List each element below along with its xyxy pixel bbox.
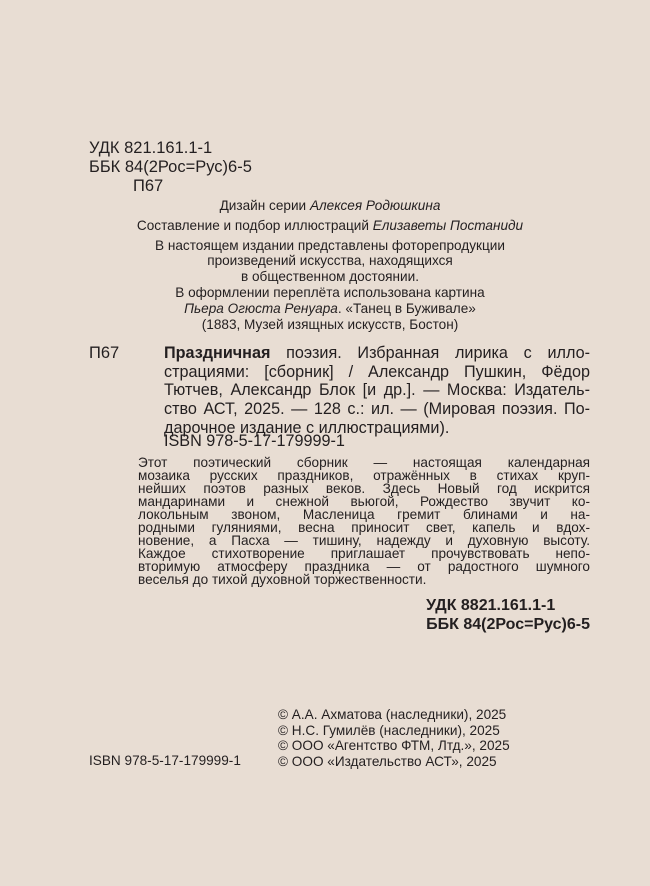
copyright-line: © А.А. Ахматова (наследники), 2025 <box>278 707 507 722</box>
biblio-author-mark: П67 <box>89 344 120 362</box>
annotation-line: Этот поэтический сборник — настоящая календарная <box>138 455 590 470</box>
copyright-line: © ООО «Издательство АСТ», 2025 <box>278 753 497 769</box>
bbk-code: ББК 84(2Рос=Рус)6-5 <box>89 158 252 176</box>
bottom-classification-block <box>426 596 590 634</box>
notice-line: В оформлении переплёта использована картина <box>175 284 485 300</box>
annotation-line: веселья до тихой духовной торжественности. <box>138 572 427 587</box>
painting-artist: Пьера Огюста Ренуара <box>184 300 338 316</box>
notice-line: В настоящем издании представлены фоторепродукции <box>155 237 505 253</box>
compilation-name: Елизаветы Постаниди <box>372 217 524 233</box>
credits-block <box>60 198 600 332</box>
biblio-line-text: поэзия. Избранная лирика с илло- <box>270 344 590 362</box>
annotation-line: мандаринами и снежной вьюгой, Рождество звучит ко- <box>138 494 590 509</box>
biblio-isbn: ISBN 978-5-17-179999-1 <box>164 432 345 450</box>
painting-title: . «Танец в Буживале» <box>337 300 476 316</box>
compilation-label: Составление и подбор иллюстраций <box>136 217 373 233</box>
bibliographic-record <box>164 344 590 438</box>
compilation-line <box>60 218 600 234</box>
biblio-title-word: Праздничная <box>164 344 271 362</box>
series-design-name: Алексея Родюшкина <box>309 198 441 213</box>
biblio-line: страциями: [сборник] / Александр Пушкин, Фёдор <box>164 362 590 381</box>
painting-source: (1883, Музей изящных искусств, Бостон) <box>201 316 459 332</box>
bottom-isbn: ISBN 978-5-17-179999-1 <box>89 753 241 768</box>
annotation-line: Каждое стихотворение приглашает прочувствовать непо- <box>138 546 590 561</box>
copyright-line: © ООО «Агентство ФТМ, Лтд.», 2025 <box>278 738 510 754</box>
top-classification-block <box>89 139 252 196</box>
painting-line <box>60 301 600 317</box>
notice-line: в общественном достоянии. <box>240 269 420 285</box>
copyright-block <box>278 707 510 769</box>
bottom-udk-code: УДК 8821.161.1-1 <box>426 597 556 614</box>
annotation-line: новение, а Пасха — тишину, надежду и духовную высоту. <box>138 533 590 548</box>
annotation-line: нейших поэтов разных веков. Здесь Новый год искрится <box>138 481 590 496</box>
copyright-line: © Н.С. Гумилёв (наследники), 2025 <box>278 722 500 738</box>
biblio-line: ство АСТ, 2025. — 128 с.: ил. — (Мировая поэзия. По- <box>164 400 590 419</box>
annotation-line: локольным звоном, Масленица гремит блинами и на- <box>138 507 590 522</box>
bottom-bbk-code: ББК 84(2Рос=Рус)6-5 <box>426 616 590 633</box>
annotation-line: мозаика русских праздников, отражённых в стихах круп- <box>138 468 590 483</box>
annotation-line: вторимую атмосферу праздника — от радостного шумного <box>138 559 590 574</box>
biblio-line: Тютчев, Александр Блок [и др.]. — Москва: Издатель- <box>164 381 590 400</box>
author-mark: П67 <box>133 177 164 195</box>
biblio-line: дарочное издание с иллюстрациями). <box>164 418 450 437</box>
series-design-label: Дизайн серии <box>219 198 310 213</box>
biblio-line <box>164 344 590 363</box>
annotation <box>138 456 590 586</box>
annotation-line: родными гуляниями, весна приносит свет, капель и вдох- <box>138 520 590 535</box>
notice-line: произведений искусства, находящихся <box>207 253 453 269</box>
udk-code: УДК 821.161.1-1 <box>89 139 213 157</box>
series-design-line <box>60 198 600 214</box>
